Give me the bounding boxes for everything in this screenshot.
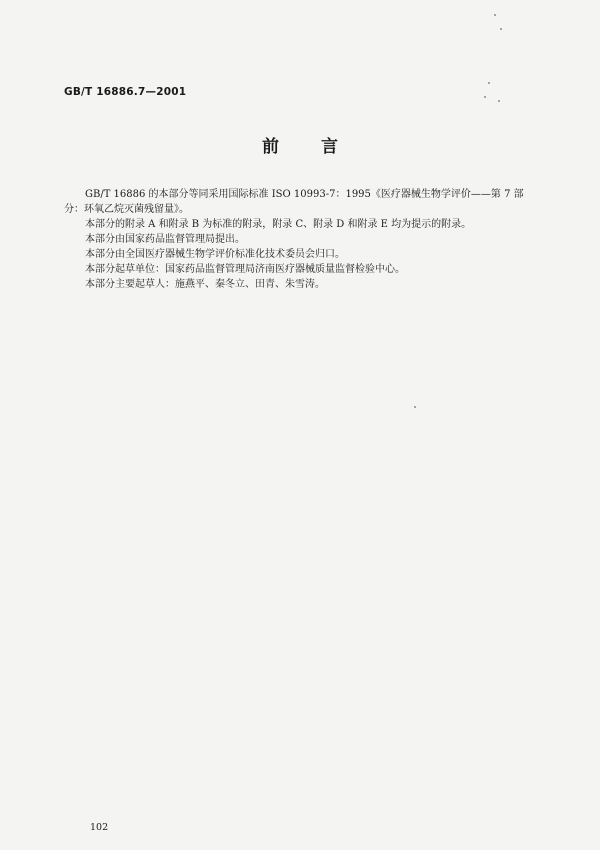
scan-speck: [500, 28, 502, 30]
title-char-2: 言: [321, 137, 338, 157]
title-char-1: 前: [262, 137, 279, 157]
scan-speck: [484, 96, 486, 98]
scan-speck: [414, 406, 416, 408]
scan-speck: [488, 82, 490, 84]
foreword-body: [64, 187, 542, 292]
paragraph-drafters: 本部分主要起草人：施燕平、秦冬立、田青、朱雪涛。: [85, 279, 325, 290]
page-title: [0, 132, 600, 157]
paragraph-adoption: GB/T 16886 的本部分等同采用国际标准 ISO 10993-7：1995《医疗器械生物学评价——第 7 部分：环氧乙烷灭菌残留量》。: [64, 189, 524, 215]
standard-code: GB/T 16886.7—2001: [64, 86, 187, 98]
paragraph-drafting-unit: 本部分起草单位：国家药品监督管理局济南医疗器械质量监督检验中心。: [85, 264, 405, 275]
page-number: 102: [90, 822, 109, 833]
paragraph-administered-by: 本部分由全国医疗器械生物学评价标准化技术委员会归口。: [85, 249, 345, 260]
paragraph-annexes: 本部分的附录 A 和附录 B 为标准的附录，附录 C、附录 D 和附录 E 均为提示的附录。: [85, 219, 472, 230]
scan-speck: [498, 100, 500, 102]
paragraph-proposed-by: 本部分由国家药品监督管理局提出。: [85, 234, 245, 245]
scan-speck: [494, 14, 496, 16]
